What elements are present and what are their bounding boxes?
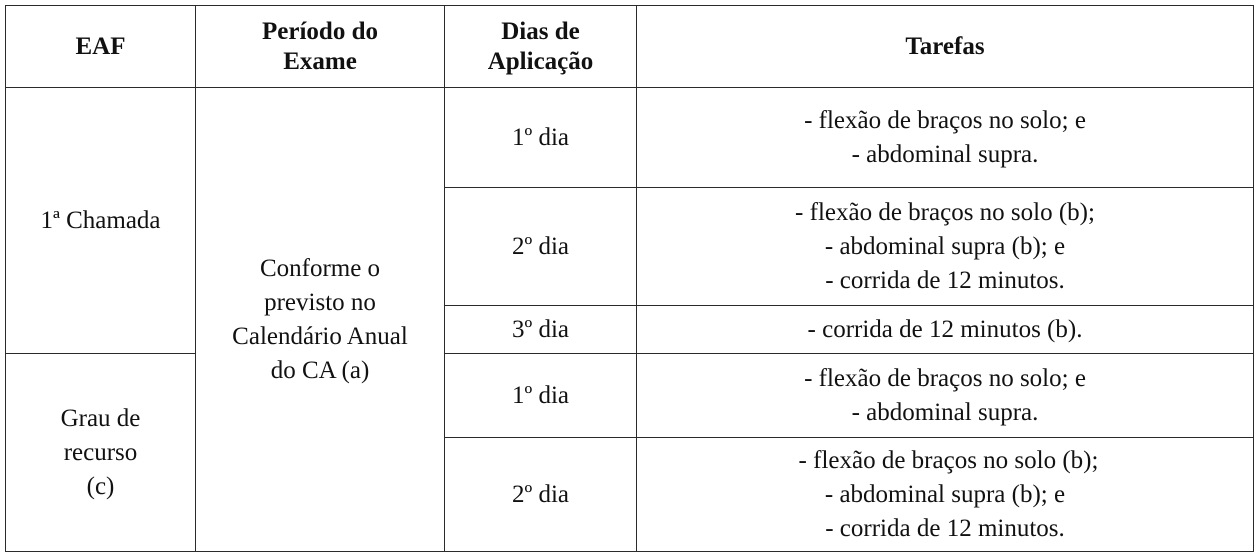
header-row xyxy=(6,6,1254,88)
tasks-cell: - flexão de braços no solo; e - abdominal supra. xyxy=(637,88,1254,188)
tasks-cell: - flexão de braços no solo; e - abdominal supra. xyxy=(637,354,1254,438)
header-periodo: Período do Exame xyxy=(196,6,445,88)
dia-cell: 2º dia xyxy=(445,188,637,306)
tasks-cell: - flexão de braços no solo (b); - abdominal supra (b); e - corrida de 12 minutos. xyxy=(637,438,1254,552)
eaf-group-cell: 1ª Chamada xyxy=(6,88,196,354)
header-tarefas: Tarefas xyxy=(637,6,1254,88)
header-eaf: EAF xyxy=(6,6,196,88)
dia-cell: 2º dia xyxy=(445,438,637,552)
tasks-cell: - corrida de 12 minutos (b). xyxy=(637,306,1254,354)
dia-cell: 3º dia xyxy=(445,306,637,354)
eaf-schedule-table xyxy=(5,5,1254,552)
tasks-cell: - flexão de braços no solo (b); - abdominal supra (b); e - corrida de 12 minutos. xyxy=(637,188,1254,306)
dia-cell: 1º dia xyxy=(445,354,637,438)
header-dias: Dias de Aplicação xyxy=(445,6,637,88)
table-row xyxy=(6,354,1254,438)
table-row xyxy=(6,88,1254,188)
dia-cell: 1º dia xyxy=(445,88,637,188)
periodo-cell: Conforme o previsto no Calendário Anual do CA (a) xyxy=(196,88,445,552)
eaf-group-cell: Grau de recurso (c) xyxy=(6,354,196,552)
